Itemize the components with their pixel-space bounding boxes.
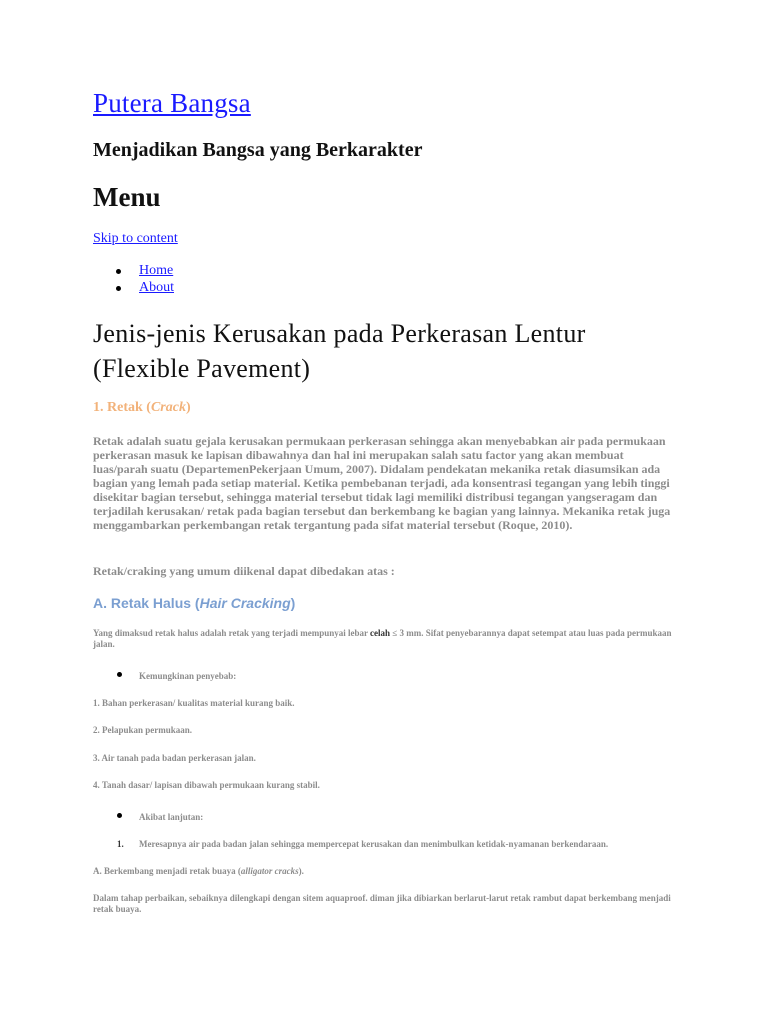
site-tagline: Menjadikan Bangsa yang Berkarakter: [93, 139, 423, 161]
effect-text: Meresapnya air pada badan jalan sehingga mempercepat kerusakan dan menimbulkan ketidak-nyamanan berkendaraan.: [139, 839, 609, 849]
site-title-link[interactable]: Putera Bangsa: [93, 88, 251, 118]
bullet-icon: [117, 672, 122, 677]
bullet-icon: [116, 269, 121, 274]
effect-alligator-italic: alligator cracks: [240, 866, 299, 876]
section-heading-retak: [93, 400, 191, 416]
section-heading-retak-halus: [93, 595, 295, 611]
paragraph-retak-definition: Retak adalah suatu gejala kerusakan permukaan perkerasan sehingga akan menyebabkan air pada permukaan perkerasan masuk ke lapisan dibawahnya dan hal ini merupakan salah satu factor yang akan membuat luas/parah suatu (DepartemenPekerjaan Umum, 2007). Didalam pendekatan mekanika retak diasumsikan ada bagian yang lemah pada setiap material. Ketika pembebanan terjadi, ada konsentrasi tegangan yang lebih tinggi disekitar bagian tersebut, sehingga material tersebut tidak lagi memiliki distribusi tegangan yangseragam dan terjadilah kerusakan/ retak pada bagian tersebut dan berkembang ke bagian yang lainnya. Mekanika retak juga menggambarkan perkembangan retak tergantung pada sifat material tersebut (Roque, 2010).: [93, 434, 671, 532]
effects-label: Akibat lanjutan:: [139, 812, 204, 822]
cause-item: 3. Air tanah pada badan perkerasan jalan.: [93, 753, 256, 763]
definition-keyword: celah: [370, 628, 391, 638]
nav-link-about[interactable]: About: [139, 280, 174, 295]
bullet-icon: [117, 813, 122, 818]
paragraph-repair: Dalam tahap perbaikan, sebaiknya dilengkapi dengan sitem aquaproof. diman jika dibiarkan berlarut-larut retak rambut dapat berkembang menjadi retak buaya.: [93, 893, 671, 914]
effect-alligator-end: ).: [298, 866, 304, 876]
cause-item: 4. Tanah dasar/ lapisan dibawah permukaan kurang stabil.: [93, 780, 320, 790]
effect-number: 1.: [117, 839, 124, 849]
section-heading-italic: Crack: [150, 400, 186, 415]
definition-text: Yang dimaksud retak halus adalah retak yang terjadi mempunyai lebar: [93, 628, 371, 638]
effect-alligator: [93, 866, 683, 877]
section-heading-italic: Hair Cracking: [199, 595, 291, 611]
cause-item: 1. Bahan perkerasan/ kualitas material kurang baik.: [93, 698, 295, 708]
paragraph-retak-types: Retak/craking yang umum diikenal dapat dibedakan atas :: [93, 564, 395, 578]
post-title: Jenis-jenis Kerusakan pada Perkerasan Lentur (Flexible Pavement): [93, 319, 586, 383]
main-nav: [93, 263, 174, 297]
bullet-icon: [116, 286, 121, 291]
menu-heading: Menu: [93, 182, 161, 212]
causes-label: Kemungkinan penyebab:: [139, 671, 237, 681]
paragraph-hair-crack-definition: [93, 628, 683, 650]
cause-item: 2. Pelapukan permukaan.: [93, 725, 193, 735]
nav-item-home: [93, 263, 174, 280]
effect-alligator-text: A. Berkembang menjadi retak buaya (: [93, 866, 241, 876]
section-heading-prefix: A. Retak Halus (: [93, 595, 200, 611]
nav-link-home[interactable]: Home: [139, 263, 174, 278]
section-heading-prefix: 1. Retak (: [93, 400, 151, 415]
section-heading-suffix: ): [290, 595, 296, 611]
nav-item-about: [93, 280, 174, 297]
definition-text-end: ≤ 3 mm. Sifat penyebarannya dapat setempat atau luas pada permukaan jalan.: [93, 628, 672, 649]
skip-to-content-link[interactable]: Skip to content: [93, 231, 178, 246]
section-heading-suffix: ): [185, 400, 191, 415]
